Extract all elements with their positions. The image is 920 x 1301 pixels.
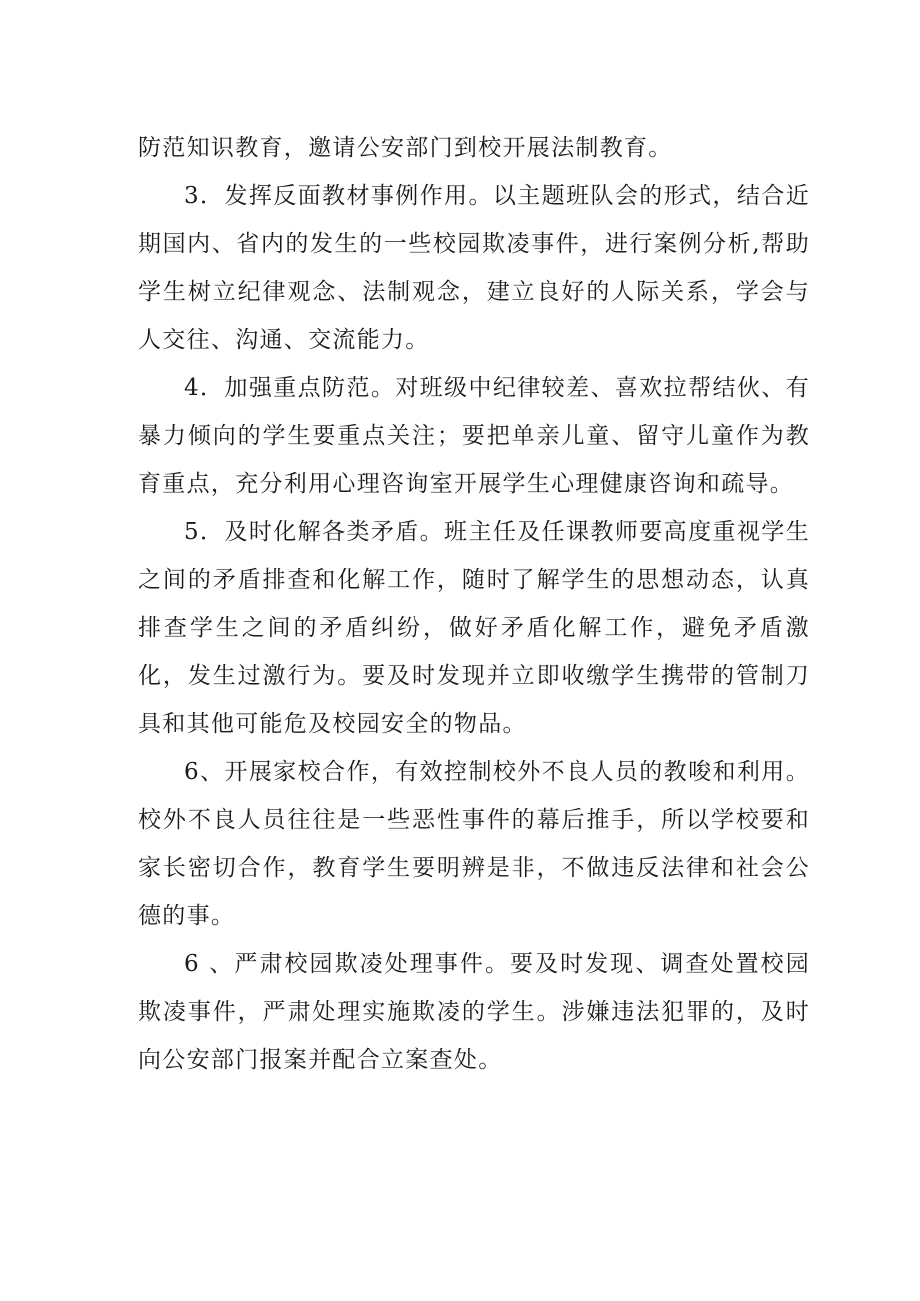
paragraph-item-6a: 6、开展家校合作，有效控制校外不良人员的教唆和利用。校外不良人员往往是一些恶性事件的幕后推手，所以学校要和家长密切合作，教育学生要明辨是非，不做违反法律和社会公德的事。 bbox=[138, 759, 810, 929]
paragraph-item-6b: 6 、严肃校园欺凌处理事件。要及时发现、调查处置校园欺凌事件，严肃处理实施欺凌的学生。涉嫌违法犯罪的，及时向公安部门报案并配合立案查处。 bbox=[138, 951, 810, 1073]
paragraph-item-3: 3．发挥反面教材事例作用。以主题班队会的形式，结合近期国内、省内的发生的一些校园欺凌事件，进行案例分析,帮助学生树立纪律观念、法制观念，建立良好的人际关系，学会与人交往、沟通、交流能力。 bbox=[138, 183, 810, 353]
document-body bbox=[138, 124, 810, 1084]
paragraph-item-4: 4．加强重点防范。对班级中纪律较差、喜欢拉帮结伙、有暴力倾向的学生要重点关注；要把单亲儿童、留守儿童作为教育重点，充分利用心理咨询室开展学生心理健康咨询和疏导。 bbox=[138, 375, 810, 497]
paragraph-continuation: 防范知识教育，邀请公安部门到校开展法制教育。 bbox=[138, 135, 673, 161]
paragraph-item-5: 5．及时化解各类矛盾。班主任及任课教师要高度重视学生之间的矛盾排查和化解工作，随时了解学生的思想动态，认真排查学生之间的矛盾纠纷，做好矛盾化解工作，避免矛盾激化，发生过激行为。要及时发现并立即收缴学生携带的管制刀具和其他可能危及校园安全的物品。 bbox=[138, 519, 810, 737]
